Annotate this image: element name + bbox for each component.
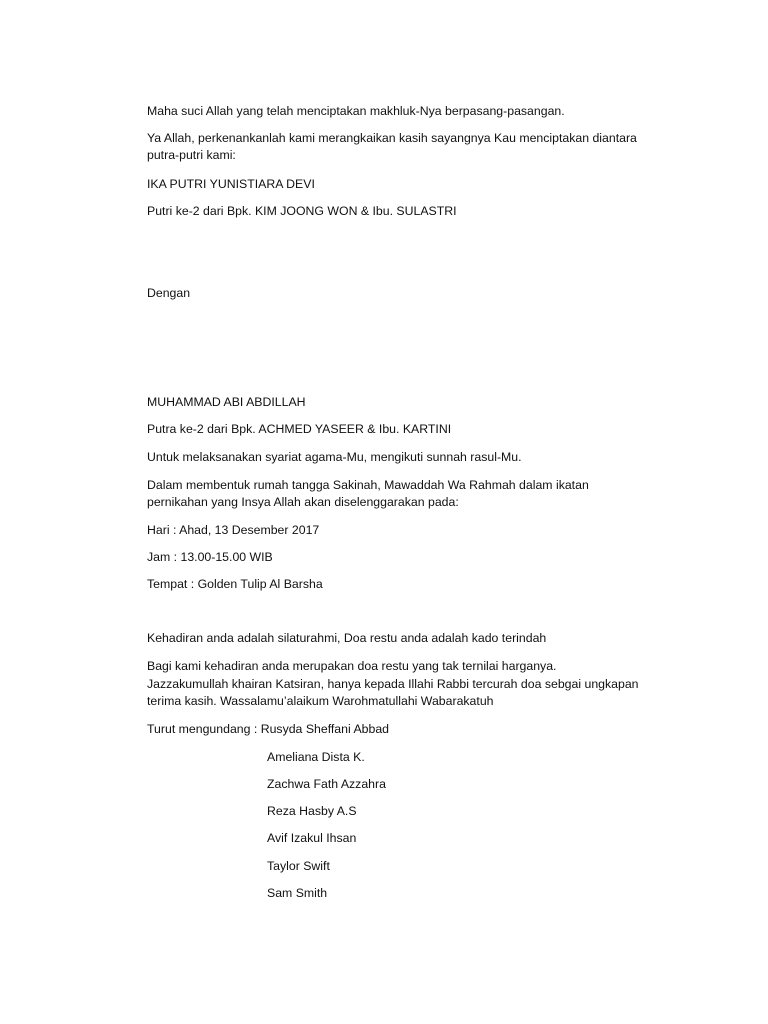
- closing-text: Bagi kami kehadiran anda merupakan doa restu yang tak ternilai harganya.: [147, 659, 557, 673]
- inviters-label: Turut mengundang : Rusyda Sheffani Abbad: [147, 722, 390, 736]
- bride-name: IKA PUTRI YUNISTIARA DEVI: [147, 177, 315, 191]
- closing-text: terima kasih. Wassalamu’alaikum Warohmatullahi Wabarakatuh: [147, 694, 494, 708]
- event-place: Tempat : Golden Tulip Al Barsha: [147, 577, 323, 591]
- prayer-text: putra-putri kami:: [147, 148, 236, 162]
- inviter-name: Taylor Swift: [267, 859, 330, 873]
- prayer-text: Ya Allah, perkenankanlah kami merangkaikan kasih sayangnya Kau menciptakan diantara: [147, 131, 637, 145]
- groom-parents: Putra ke-2 dari Bpk. ACHMED YASEER & Ibu. KARTINI: [147, 422, 452, 436]
- event-time: Jam : 13.00-15.00 WIB: [147, 550, 273, 564]
- event-day: Hari : Ahad, 13 Desember 2017: [147, 523, 320, 537]
- intro-text: pernikahan yang Insya Allah akan diselenggarakan pada:: [147, 495, 459, 509]
- purpose-text: Untuk melaksanakan syariat agama-Mu, mengikuti sunnah rasul-Mu.: [147, 450, 522, 464]
- bride-parents: Putri ke-2 dari Bpk. KIM JOONG WON & Ibu. SULASTRI: [147, 204, 457, 218]
- opening-text: Maha suci Allah yang telah menciptakan makhluk-Nya berpasang-pasangan.: [147, 104, 565, 118]
- inviter-name: Reza Hasby A.S: [267, 804, 357, 818]
- inviter-name: Avif Izakul Ihsan: [267, 831, 357, 845]
- inviter-name: Ameliana Dista K.: [267, 750, 365, 764]
- presence-text: Kehadiran anda adalah silaturahmi, Doa restu anda adalah kado terindah: [147, 631, 547, 645]
- closing-text: Jazzakumullah khairan Katsiran, hanya kepada Illahi Rabbi tercurah doa sebgai ungkapan: [147, 677, 639, 691]
- with-text: Dengan: [147, 286, 191, 300]
- groom-name: MUHAMMAD ABI ABDILLAH: [147, 395, 306, 409]
- inviter-name: Zachwa Fath Azzahra: [267, 777, 386, 791]
- inviter-name: Sam Smith: [267, 886, 328, 900]
- intro-text: Dalam membentuk rumah tangga Sakinah, Mawaddah Wa Rahmah dalam ikatan: [147, 478, 589, 492]
